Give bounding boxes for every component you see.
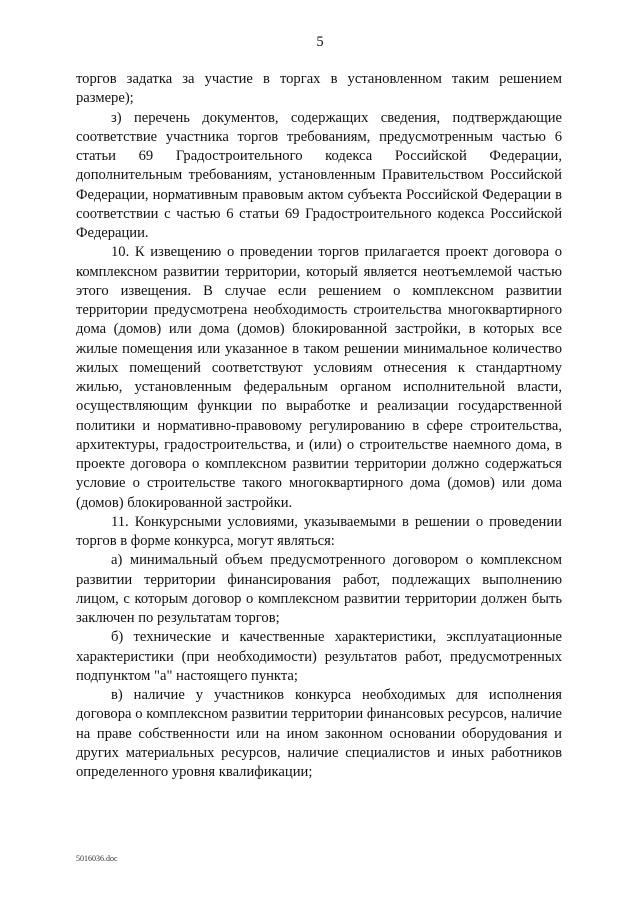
paragraph-item-a: а) минимальный объем предусмотренного договором о комплексном развитии территории финансирования работ, подлежащих выполнению лицом, с которым договор о комплексном развитии территории должен быть заключен по результатам торгов;	[76, 552, 562, 626]
document-body	[76, 70, 562, 782]
paragraph-item-z: з) перечень документов, содержащих сведения, подтверждающие соответствие участника торгов требованиям, предусмотренным частью 6 статьи 69 Градостроительного кодекса Российской Федерации, дополнительным требованиям, установленным Правительством Российской Федерации, нормативным правовым актом субъекта Российской Федерации в соответствии с частью 6 статьи 69 Градостроительного кодекса Российской Федерации.	[76, 109, 562, 241]
paragraph-item-b: б) технические и качественные характеристики, эксплуатационные характеристики (при необходимости) результатов работ, предусмотренных подпунктом "а" настоящего пункта;	[76, 629, 562, 684]
paragraph-continuation: торгов задатка за участие в торгах в установленном таким решением размере);	[76, 71, 562, 107]
paragraph-10: 10. К извещению о проведении торгов прилагается проект договора о комплексном развитии территории, который является неотъемлемой частью этого извещения. В случае если решением о комплексном развитии территории предусмотрена необходимость строительства многоквартирного дома (домов) или дома (домов) блокированной застройки, в которых все жилые помещения или указанное в таком решении минимальное количество жилых помещений соответствуют условиям отнесения к стандартному жилью, установленным федеральным органом исполнительной власти, осуществляющим функции по выработке и реализации государственной политики и нормативно-правовому регулированию в сфере строительства, архитектуры, градостроительства, и (или) о строительстве наемного дома, в проекте договора о комплексном развитии территории должно содержаться условие о строительстве такого многоквартирного дома (домов) или дома (домов) блокированной застройки.	[76, 244, 562, 511]
paragraph-11: 11. Конкурсными условиями, указываемыми в решении о проведении торгов в форме конкурса, могут являться:	[76, 513, 562, 549]
paragraph-item-v: в) наличие у участников конкурса необходимых для исполнения договора о комплексном развитии территории финансовых ресурсов, наличие на праве собственности или на ином законном основании оборудования и других материальных ресурсов, наличие специалистов и иных работников определенного уровня квалификации;	[76, 687, 562, 780]
file-name-footer: 5016036.doc	[76, 854, 118, 863]
page-number: 5	[316, 34, 324, 50]
